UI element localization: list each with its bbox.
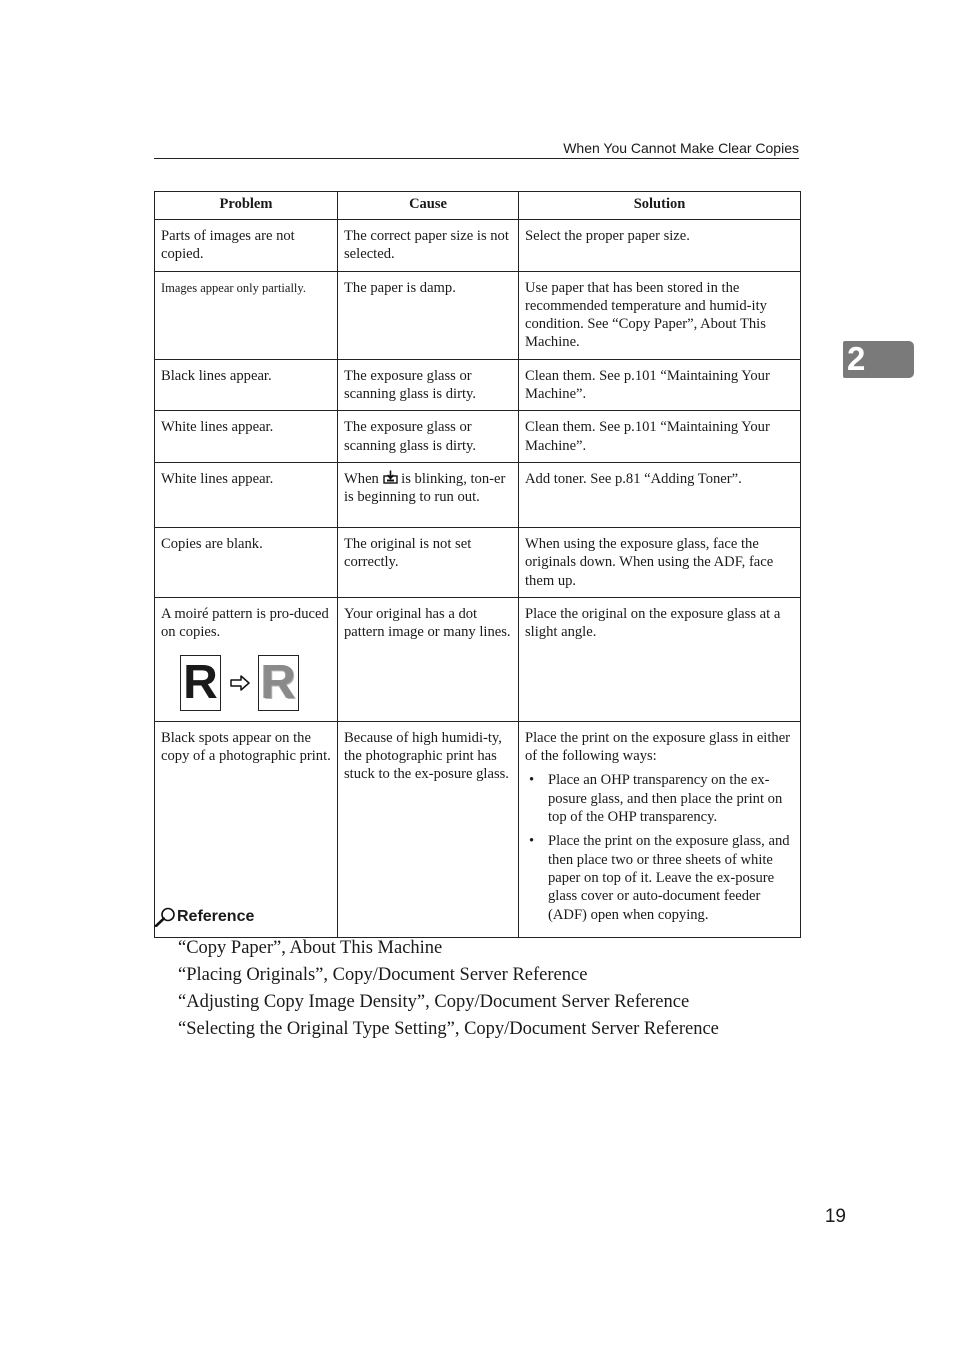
problem-cell: Parts of images are not copied. (155, 220, 338, 272)
table-row (155, 411, 801, 463)
problem-cell: Images appear only partially. (155, 271, 338, 359)
table-row (155, 597, 801, 721)
cause-cell: The original is not set correctly. (338, 527, 519, 597)
column-header-cause: Cause (338, 192, 519, 220)
table-row (155, 359, 801, 411)
page-number: 19 (824, 1206, 846, 1227)
running-header: When You Cannot Make Clear Copies (563, 140, 799, 156)
troubleshooting-table (154, 191, 801, 938)
solution-cell: Use paper that has been stored in the recommended temperature and humid-ity condition. See “Copy Paper”, About This Machine. (519, 271, 801, 359)
problem-cell: Black spots appear on the copy of a photographic print. (155, 721, 338, 937)
problem-cell (155, 597, 338, 721)
cause-cell: Because of high humidi-ty, the photographic print has stuck to the ex-posure glass. (338, 721, 519, 937)
list-item: • Place an OHP transparency on the ex-posure glass, and then place the print on top of the OHP transparency. (525, 771, 795, 826)
column-header-solution: Solution (519, 192, 801, 220)
solution-cell: When using the exposure glass, face the originals down. When using the ADF, face them up. (519, 527, 801, 597)
moire-letter-figure: R (258, 655, 299, 711)
table-header-row (155, 192, 801, 220)
reference-item: “Selecting the Original Type Setting”, Copy/Document Server Reference (178, 1019, 719, 1039)
original-letter-figure: R (180, 655, 221, 711)
solution-cell: Select the proper paper size. (519, 220, 801, 272)
solution-bullet-list (525, 771, 795, 923)
problem-cell: White lines appear. (155, 411, 338, 463)
cause-cell: The exposure glass or scanning glass is dirty. (338, 359, 519, 411)
column-header-problem: Problem (155, 192, 338, 220)
cause-text-after-icon: is blinking, ton-er is beginning to run out. (344, 470, 506, 506)
problem-cell: White lines appear. (155, 462, 338, 527)
reference-title: Reference (177, 908, 255, 925)
chapter-tab (843, 341, 914, 378)
table-row (155, 462, 801, 527)
reference-section (154, 907, 719, 1039)
table-row (155, 527, 801, 597)
list-item: • Place the print on the exposure glass, and then place two or three sheets of white paper on top of it. Leave the ex-posure glass cover or auto-document feeder (ADF) open when copying. (525, 832, 795, 923)
solution-cell: Clean them. See p.101 “Maintaining Your Machine”. (519, 359, 801, 411)
moire-illustration (180, 655, 332, 711)
reference-heading (154, 907, 254, 927)
cause-cell: Your original has a dot pattern image or many lines. (338, 597, 519, 721)
problem-cell: Copies are blank. (155, 527, 338, 597)
magnifier-icon (154, 907, 177, 927)
cause-cell (338, 462, 519, 527)
cause-text-before-icon: When (344, 470, 379, 487)
cause-cell: The paper is damp. (338, 271, 519, 359)
chapter-number: 2 (847, 340, 866, 377)
header-rule (154, 158, 799, 159)
solution-cell (519, 721, 801, 937)
table-row (155, 271, 801, 359)
toner-icon (383, 471, 402, 487)
solution-cell: Add toner. See p.81 “Adding Toner”. (519, 462, 801, 527)
solution-cell: Clean them. See p.101 “Maintaining Your Machine”. (519, 411, 801, 463)
arrow-right-icon (221, 675, 258, 691)
cause-cell: The exposure glass or scanning glass is dirty. (338, 411, 519, 463)
table-row (155, 220, 801, 272)
reference-list (178, 935, 719, 1043)
cause-cell: The correct paper size is not selected. (338, 220, 519, 272)
problem-text: A moiré pattern is pro-duced on copies. (161, 605, 329, 641)
reference-item: “Placing Originals”, Copy/Document Server Reference (178, 965, 588, 985)
reference-item: “Copy Paper”, About This Machine (178, 938, 443, 958)
reference-item: “Adjusting Copy Image Density”, Copy/Document Server Reference (178, 992, 690, 1012)
table-row (155, 721, 801, 937)
solution-intro: Place the print on the exposure glass in either of the following ways: (525, 729, 791, 765)
problem-cell: Black lines appear. (155, 359, 338, 411)
solution-cell: Place the original on the exposure glass at a slight angle. (519, 597, 801, 721)
